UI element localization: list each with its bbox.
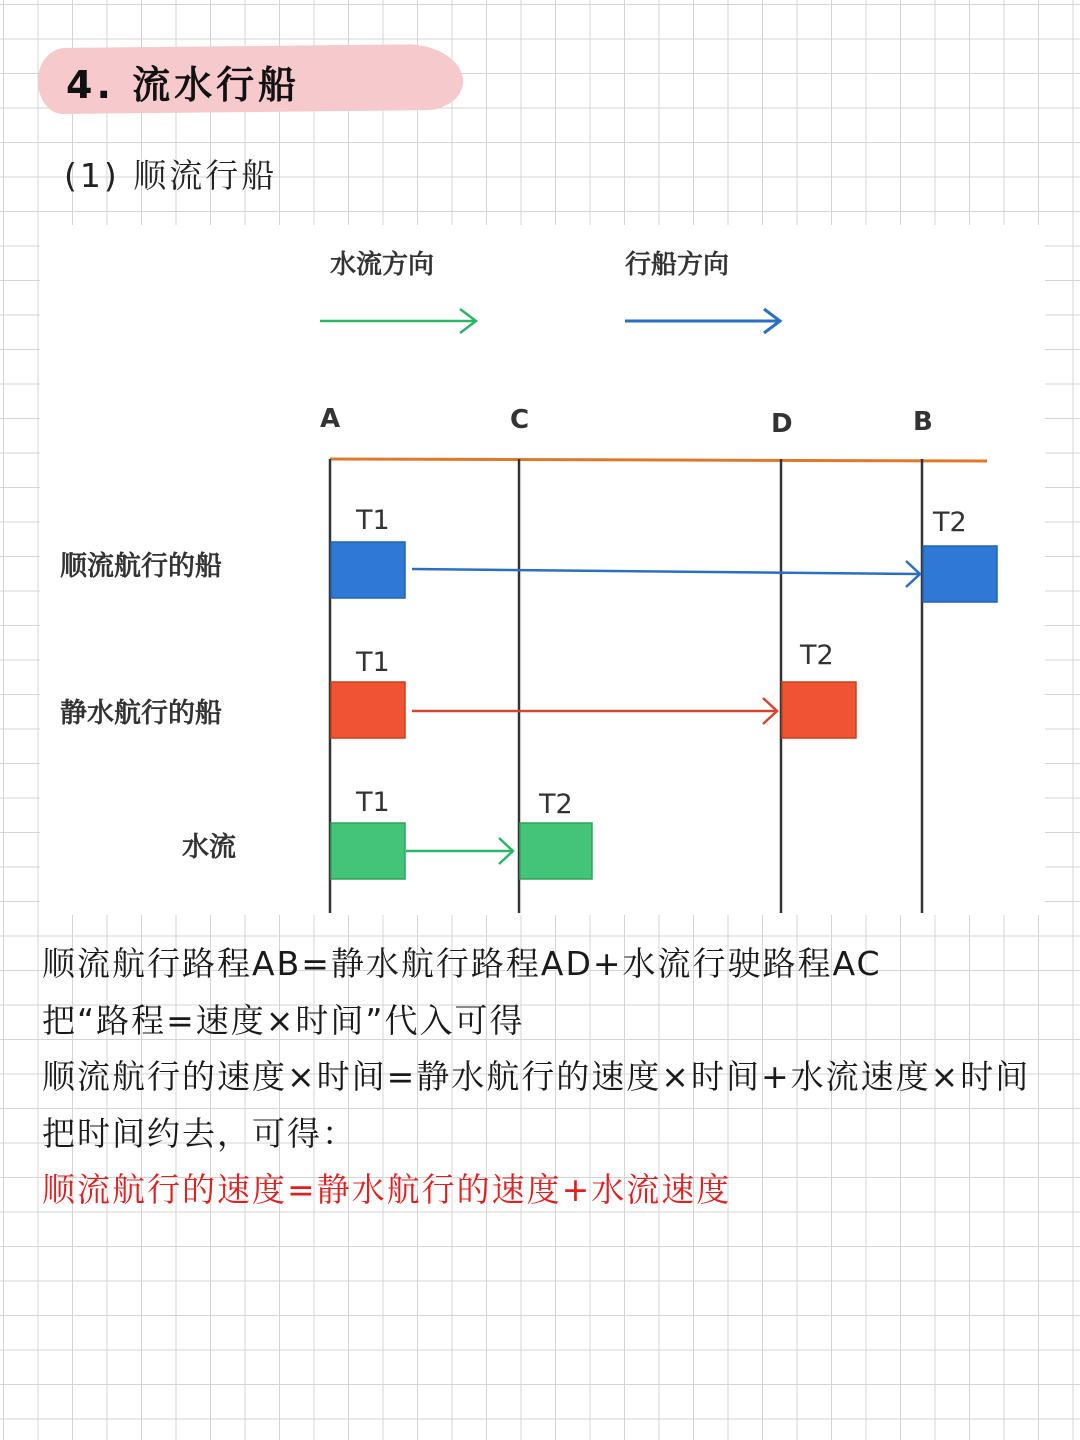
legend-boat-arrow — [625, 309, 780, 333]
row3-t2-label: T2 — [539, 789, 573, 820]
row-label-still-water: 静水航行的船 — [60, 698, 222, 729]
still-boat-start — [331, 682, 405, 738]
current-start — [331, 823, 405, 879]
explanation-line-4: 把时间约去，可得： — [42, 1113, 357, 1153]
still-water-arrow — [412, 698, 777, 724]
row-label-downstream: 顺流航行的船 — [60, 551, 222, 582]
row1-t1-label: T1 — [356, 505, 390, 536]
point-label-d: D — [771, 409, 793, 439]
row2-t2-label: T2 — [800, 640, 834, 671]
still-boat-end — [782, 682, 856, 738]
downstream-diagram — [40, 225, 1045, 915]
current-end — [520, 823, 592, 879]
row1-t2-label: T2 — [933, 507, 967, 538]
route-axis — [330, 459, 987, 461]
legend-water-label: 水流方向 — [330, 250, 435, 280]
row2-t1-label: T1 — [356, 647, 390, 678]
explanation-line-2: 把“路程=速度×时间”代入可得 — [42, 1000, 525, 1040]
legend-water-arrow — [320, 309, 476, 333]
downstream-arrow — [412, 561, 920, 587]
row-label-current: 水流 — [182, 832, 236, 863]
diagram-svg — [40, 225, 1045, 915]
downstream-boat-end — [923, 546, 997, 602]
point-label-c: C — [510, 405, 530, 435]
downstream-boat-start — [331, 542, 405, 598]
section-subtitle: (1) 顺流行船 — [64, 156, 278, 195]
current-arrow — [406, 838, 513, 864]
point-label-b: B — [913, 407, 933, 437]
point-label-a: A — [320, 404, 341, 434]
title-block — [38, 42, 463, 120]
row3-t1-label: T1 — [356, 787, 390, 818]
explanation-block — [42, 936, 1052, 1219]
explanation-line-3: 顺流航行的速度×时间=静水航行的速度×时间+水流速度×时间 — [42, 1057, 1031, 1096]
legend-boat-label: 行船方向 — [625, 250, 730, 280]
page-title: 4. 流水行船 — [66, 63, 301, 107]
explanation-line-1: 顺流航行路程AB=静水航行路程AD+水流行驶路程AC — [42, 944, 882, 983]
conclusion-formula: 顺流航行的速度=静水航行的速度+水流速度 — [42, 1170, 732, 1209]
